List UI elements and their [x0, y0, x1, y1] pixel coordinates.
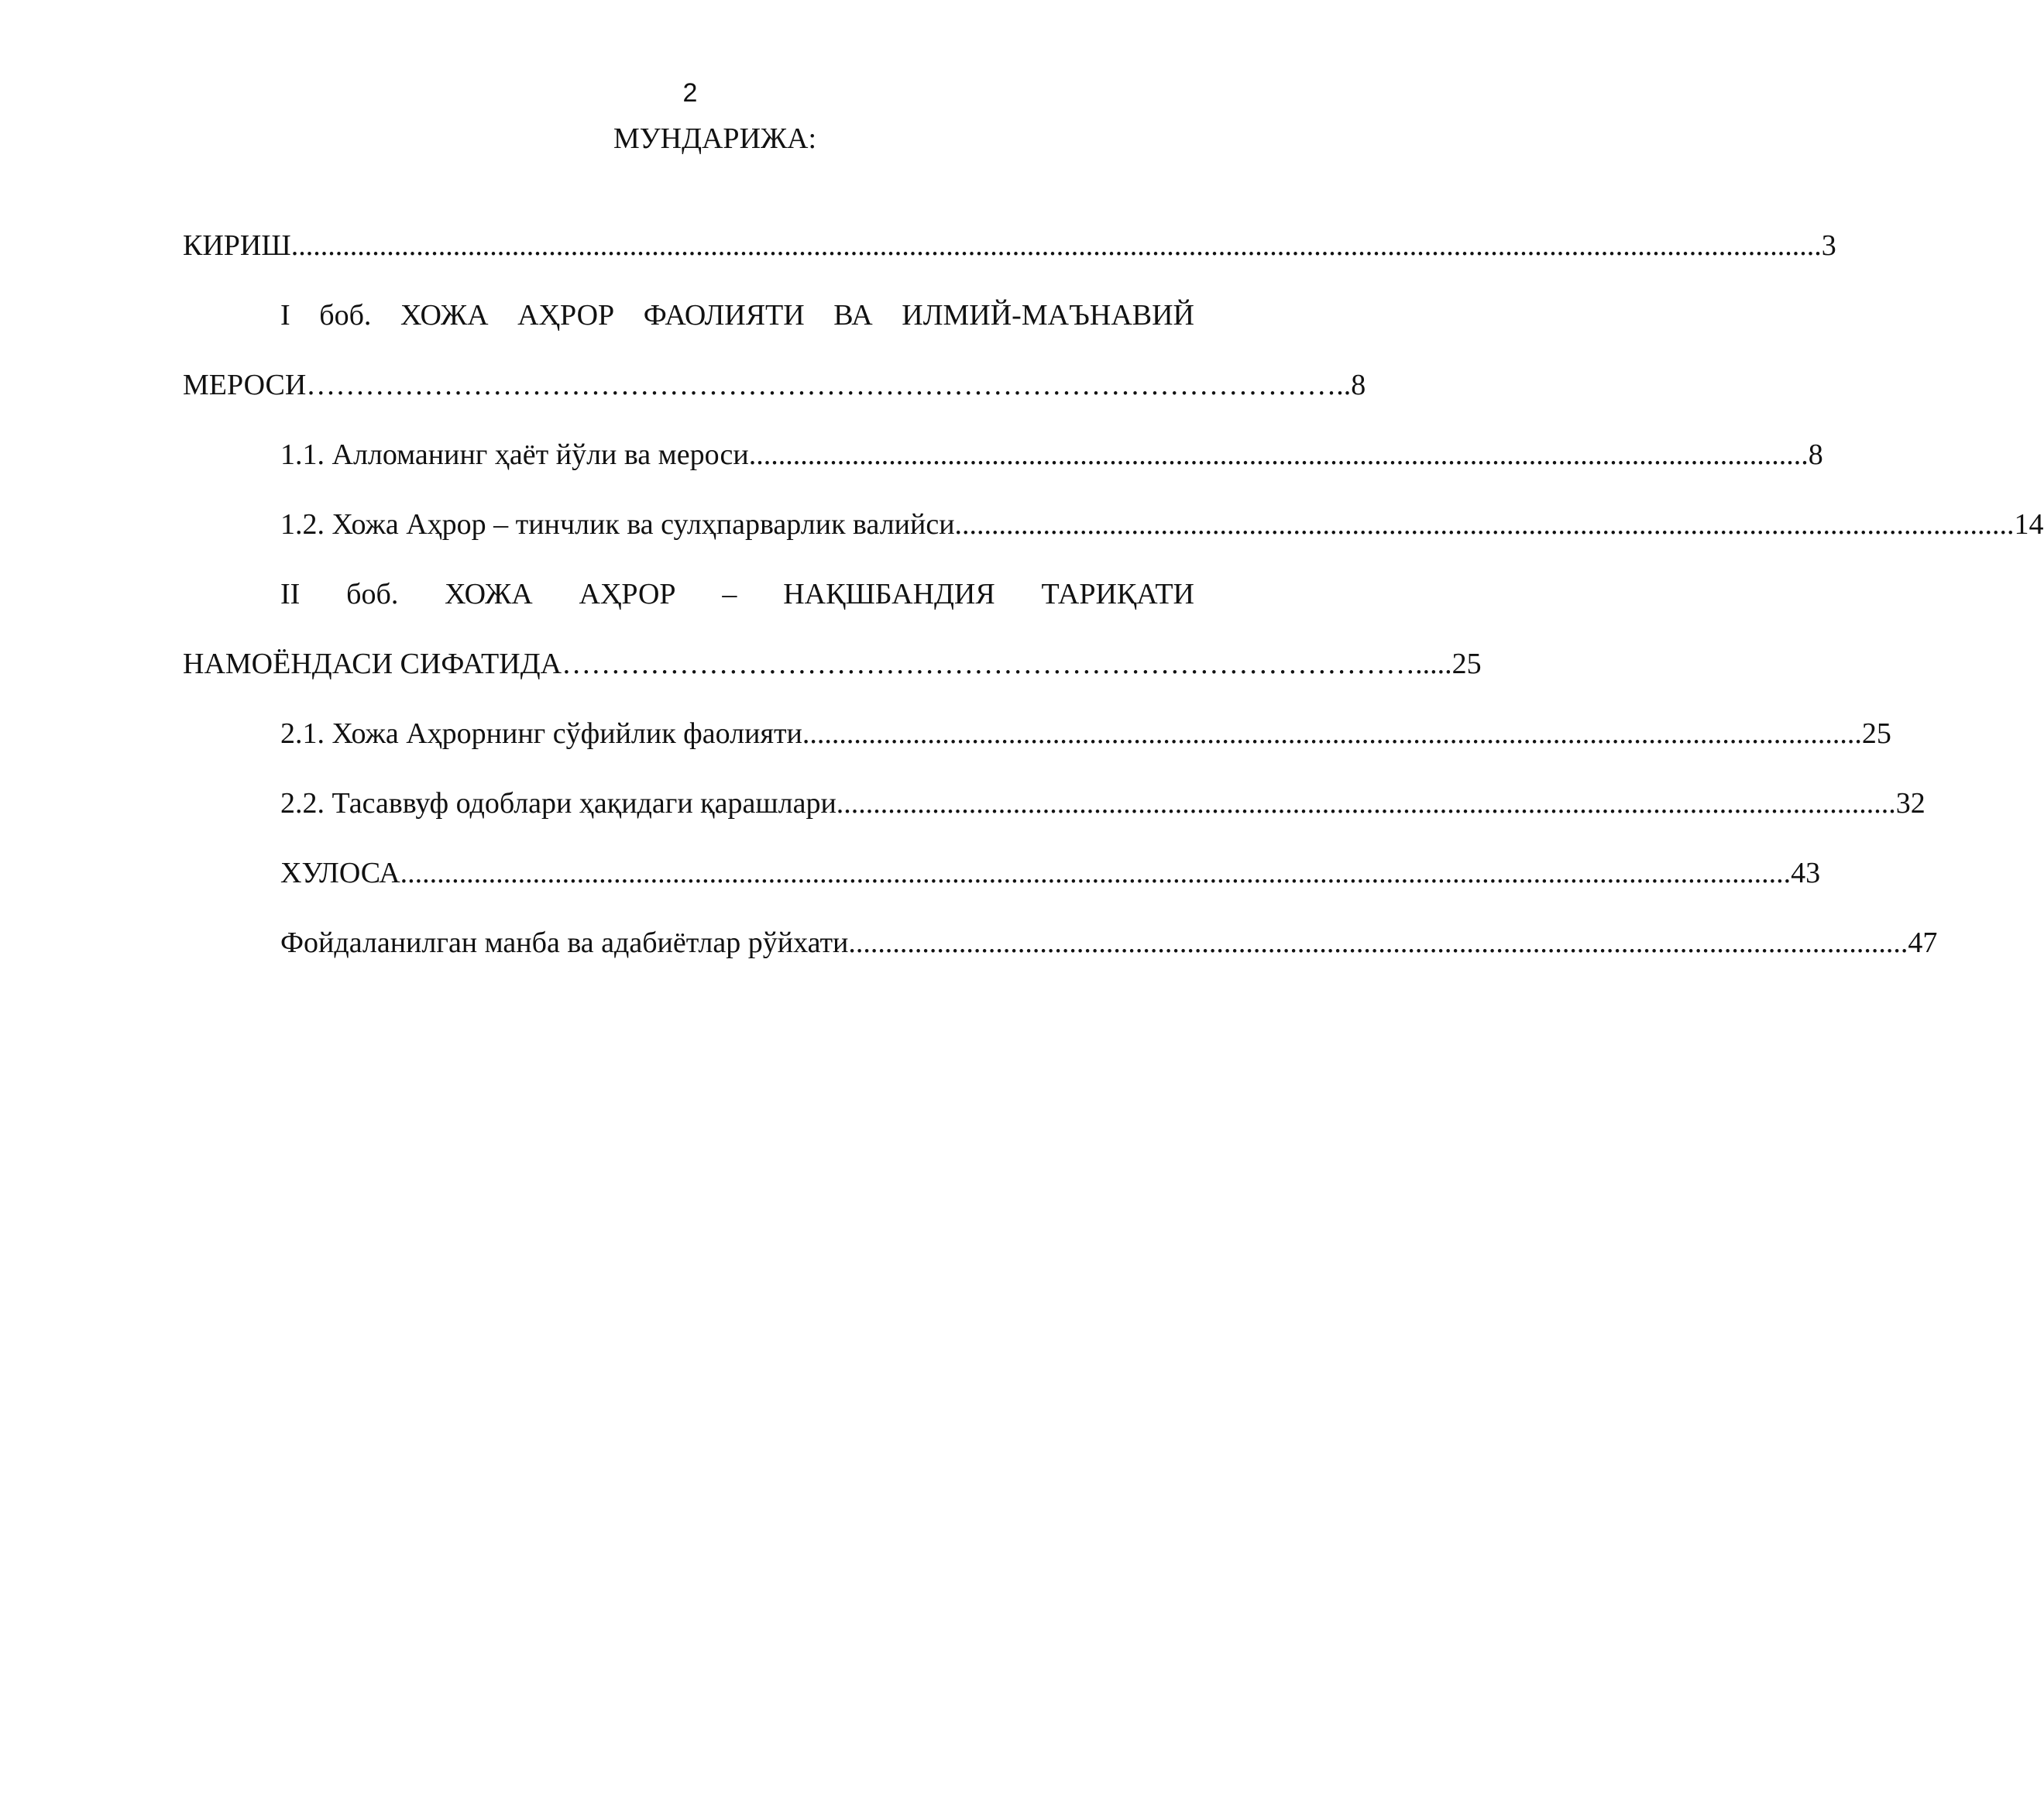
- toc-entry-section-2-2[interactable]: [280, 786, 1925, 821]
- leader-dots: ................................................................................................................................................................................................................: [290, 229, 1822, 262]
- toc-entry-page: 43: [1791, 857, 1821, 889]
- toc-entry-label: Фойдаланилган манба ва адабиётлар рўйхати: [280, 927, 849, 959]
- leader-dots: ................................................................................................................................................: [954, 508, 2015, 541]
- toc-entry-label: МЕРОСИ: [183, 369, 307, 401]
- toc-entry-page: 8: [1351, 369, 1366, 401]
- leader-dots: .............................................................................................................................................................................................: [400, 857, 1792, 889]
- toc-entry-label: КИРИШ: [183, 229, 291, 262]
- toc-entry-page: 32: [1895, 787, 1925, 820]
- toc-entry-page: 47: [1908, 927, 1938, 959]
- toc-entry-conclusion[interactable]: [280, 855, 1821, 891]
- leader-dots: ................................................................................................................................................: [748, 438, 1809, 471]
- toc-entry-references[interactable]: [280, 925, 1938, 961]
- page-number: 2: [682, 78, 698, 108]
- leader-dots: ................................................................................................................................................: [836, 787, 1896, 820]
- toc-entry-chapter-2[interactable]: [183, 646, 1482, 682]
- toc-entry-label: ХУЛОСА: [280, 857, 400, 889]
- toc-entry-label: 2.1. Хожа Аҳрорнинг сўфийлик фаолияти: [280, 717, 802, 750]
- toc-entry-page: 14: [2014, 508, 2044, 541]
- toc-entry-page: 25: [1451, 648, 1482, 680]
- toc-entry-label: 2.2. Тасаввуф одоблари ҳақидаги қарашлари: [280, 787, 836, 820]
- toc-entry-chapter-1[interactable]: [183, 367, 1366, 403]
- toc-entry-label: НАМОЁНДАСИ СИФАТИДА: [183, 648, 562, 680]
- toc-entry-section-2-1[interactable]: [280, 716, 1891, 751]
- toc-entry-section-1-2[interactable]: [280, 507, 2044, 542]
- toc-entry-label: 1.2. Хожа Аҳрор – тинчлик ва сулҳпарварлик валийси: [280, 508, 955, 541]
- toc-entry-page: 8: [1808, 438, 1823, 471]
- leader-dots: …………………………………………………………………………….....: [562, 648, 1452, 680]
- leader-dots: ……………………………………………………………………………………………..: [306, 369, 1352, 401]
- toc-entry-chapter-2-heading[interactable]: II боб. ХОЖА АҲРОР – НАҚШБАНДИЯ ТАРИҚАТИ: [280, 578, 1194, 610]
- toc-entry-page: 25: [1861, 717, 1891, 750]
- toc-entry-section-1-1[interactable]: [280, 437, 1823, 473]
- leader-dots: ................................................................................................................................................: [802, 717, 1862, 750]
- toc-entry-intro[interactable]: [183, 228, 1836, 263]
- toc-entry-label: 1.1. Алломанинг ҳаёт йўли ва мероси: [280, 438, 749, 471]
- toc-title: МУНДАРИЖА:: [613, 122, 817, 155]
- toc-entry-page: 3: [1821, 229, 1836, 262]
- toc-entry-chapter-1-heading[interactable]: I боб. ХОЖА АҲРОР ФАОЛИЯТИ ВА ИЛМИЙ-МАЪНАВИЙ: [280, 299, 1194, 332]
- leader-dots: ................................................................................................................................................: [848, 927, 1908, 959]
